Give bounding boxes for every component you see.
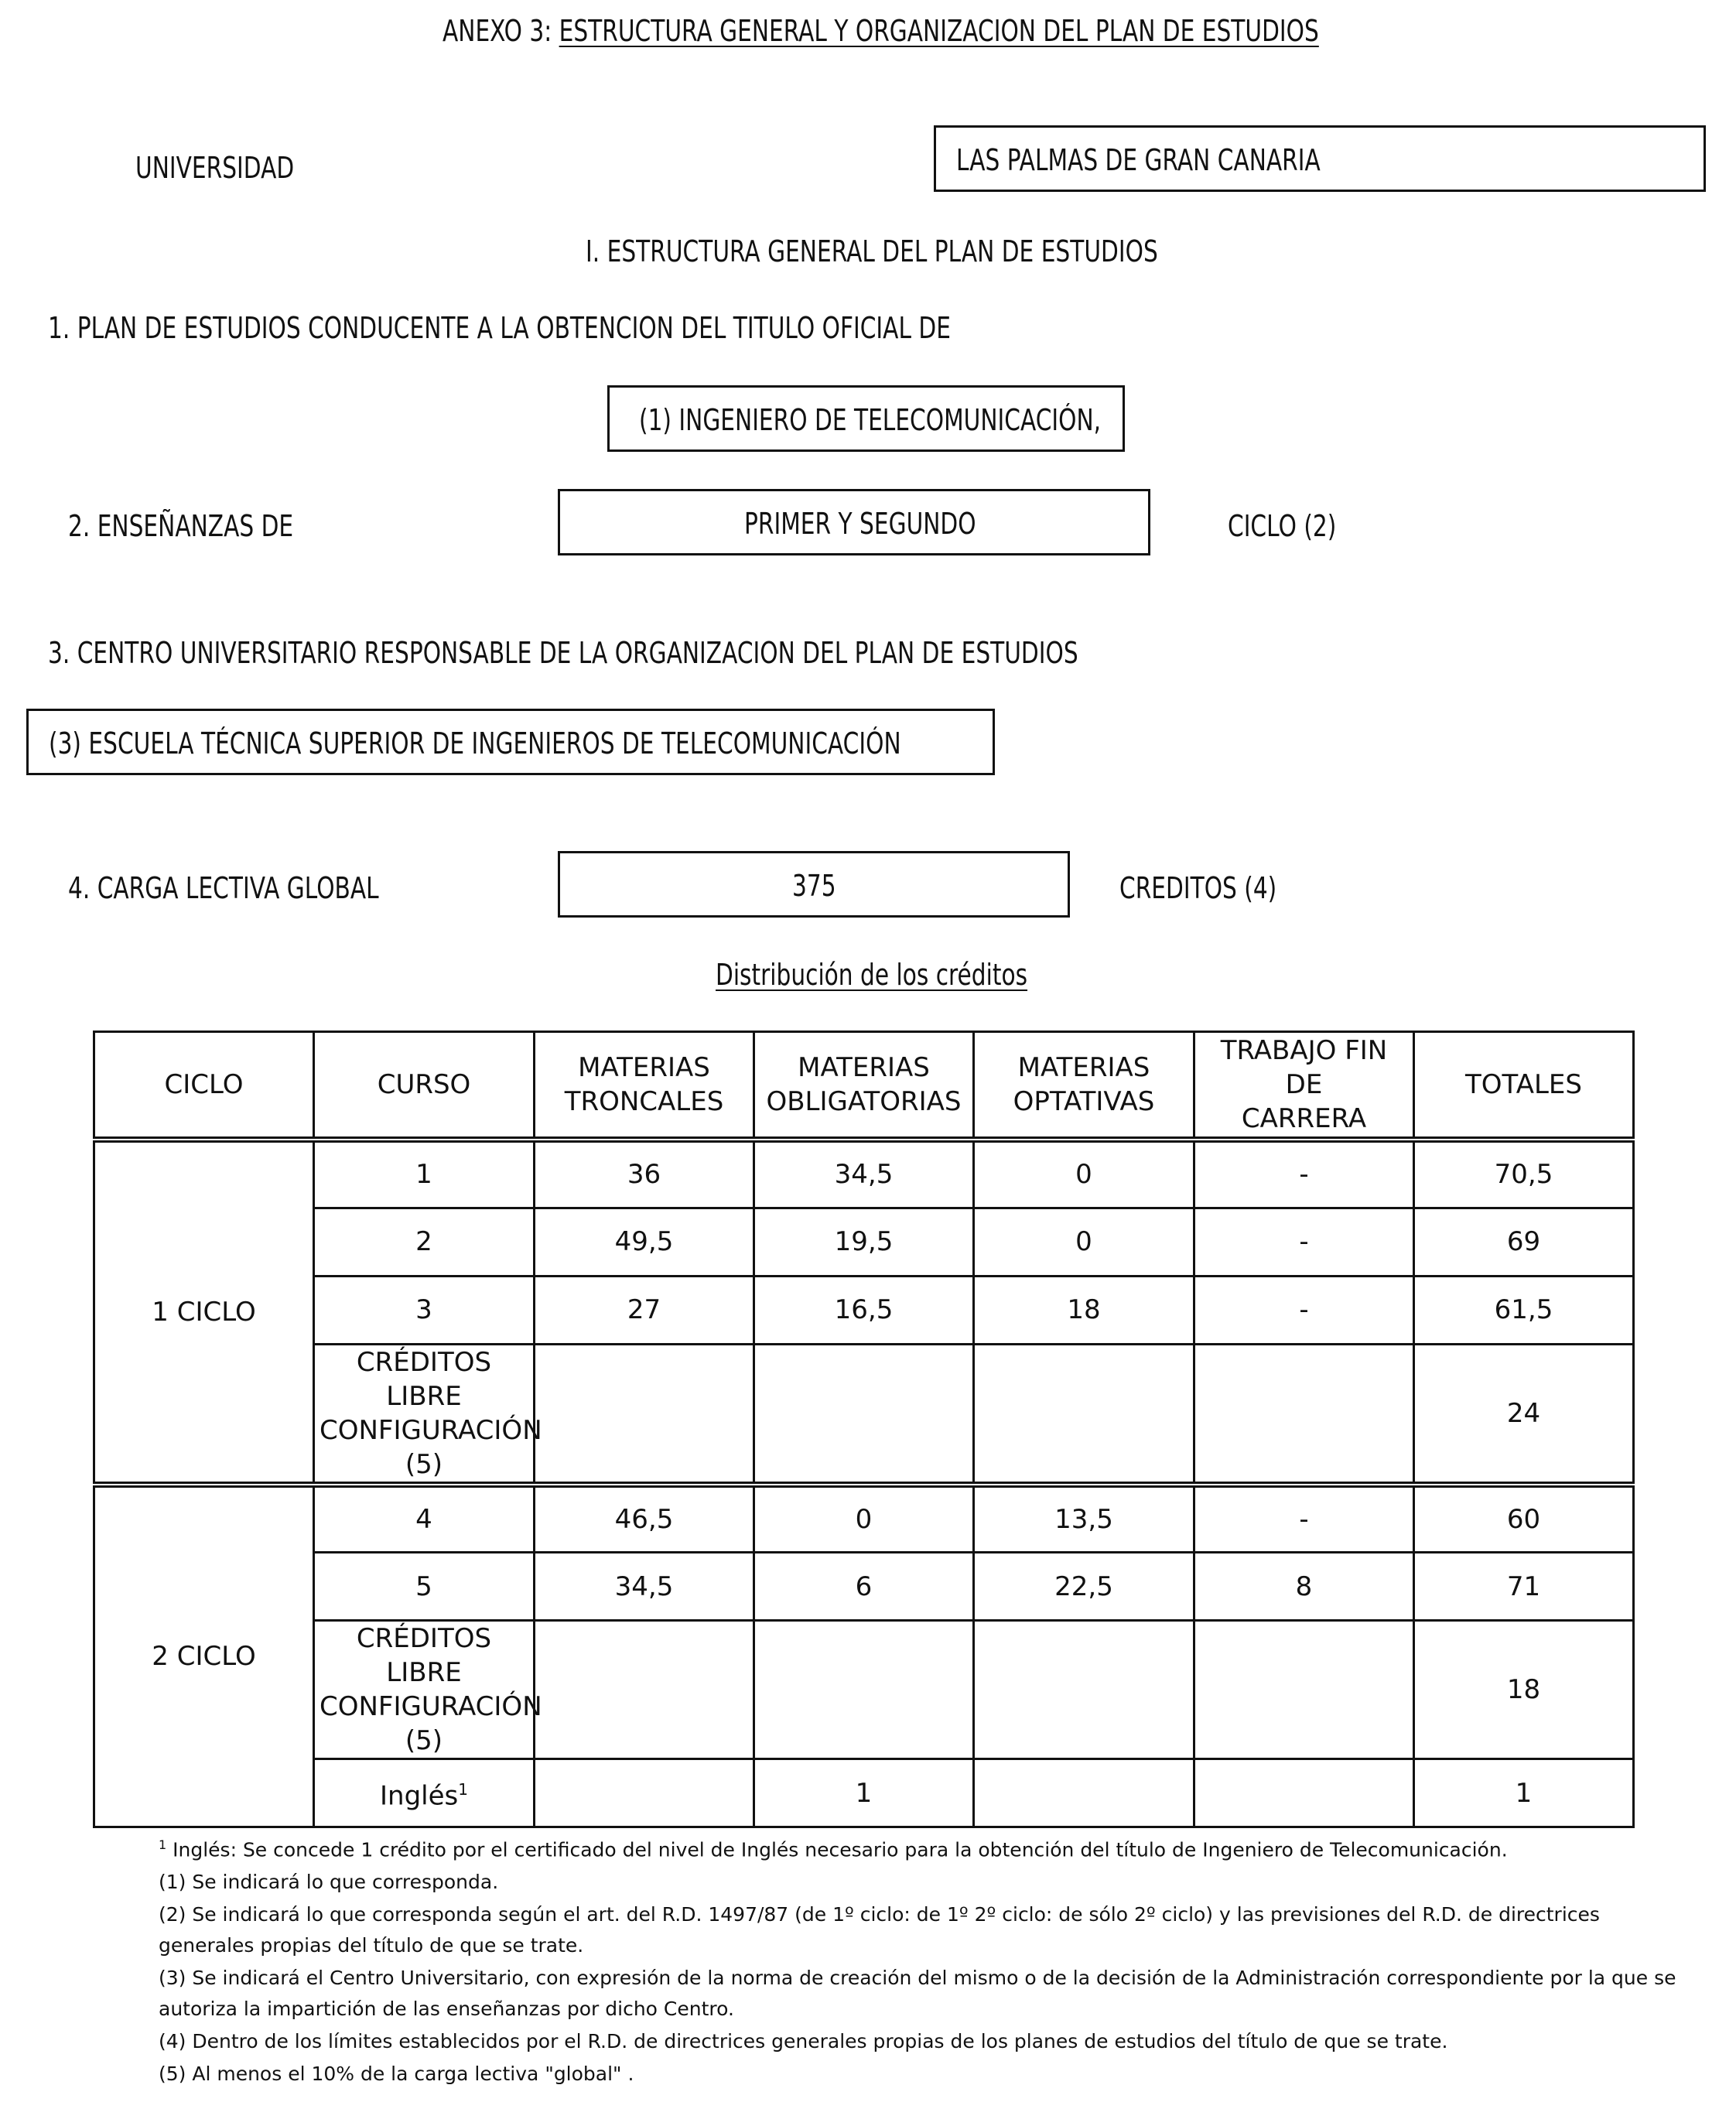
- table-cell: [754, 1621, 974, 1759]
- header-trabajo: TRABAJO FIN DE CARRERA: [1194, 1032, 1414, 1140]
- table-cell: [535, 1344, 754, 1485]
- footnotes: [159, 1830, 1683, 2091]
- table-cell: 5: [314, 1553, 535, 1621]
- university-box: [934, 125, 1706, 192]
- table-cell: 70,5: [1414, 1140, 1634, 1208]
- table-cell: [1194, 1759, 1414, 1827]
- note-5: (5) Al menos el 10% de la carga lectiva "global" .: [159, 2063, 634, 2086]
- table-row: [94, 1344, 1634, 1485]
- table-header-row: [94, 1032, 1634, 1140]
- header-ciclo: CICLO: [94, 1032, 314, 1140]
- table-cell: 49,5: [535, 1208, 754, 1276]
- table-cell: 27: [535, 1276, 754, 1344]
- title-prefix: ANEXO 3:: [443, 14, 559, 48]
- table-cell: 24: [1414, 1344, 1634, 1485]
- table-cell: 1: [314, 1140, 535, 1208]
- header-curso: CURSO: [314, 1032, 535, 1140]
- ciclos-value: PRIMER Y SEGUNDO: [744, 507, 976, 541]
- table-cell: 0: [974, 1208, 1194, 1276]
- item1-label: 1. PLAN DE ESTUDIOS CONDUCENTE A LA OBTENCION DEL TITULO OFICIAL DE: [48, 311, 951, 345]
- table-row: [94, 1759, 1634, 1827]
- header-obligatorias: MATERIAS OBLIGATORIAS: [754, 1032, 974, 1140]
- ingles-cell: Inglés$^1$: [314, 1759, 535, 1827]
- table-row: [94, 1140, 1634, 1208]
- table-cell: -: [1194, 1485, 1414, 1553]
- table-cell: 1: [754, 1759, 974, 1827]
- table-cell: 19,5: [754, 1208, 974, 1276]
- header-optativas: MATERIAS OPTATIVAS: [974, 1032, 1194, 1140]
- table-row: [94, 1553, 1634, 1621]
- table-cell: [1194, 1344, 1414, 1485]
- table-cell: 3: [314, 1276, 535, 1344]
- centro-box: [26, 709, 995, 775]
- table-cell: 71: [1414, 1553, 1634, 1621]
- credits-table: [93, 1030, 1635, 1828]
- table-cell: [754, 1344, 974, 1485]
- table-cell: 61,5: [1414, 1276, 1634, 1344]
- table-cell: 34,5: [754, 1140, 974, 1208]
- distribution-title: Distribución de los créditos: [716, 958, 1028, 992]
- university-label: UNIVERSIDAD: [135, 151, 295, 185]
- table-cell: 4: [314, 1485, 535, 1553]
- table-cell: 8: [1194, 1553, 1414, 1621]
- table-cell: 22,5: [974, 1553, 1194, 1621]
- table-row: [94, 1485, 1634, 1553]
- table-cell: 1: [1414, 1759, 1634, 1827]
- table-cell: 46,5: [535, 1485, 754, 1553]
- creditos-box: [558, 851, 1070, 918]
- table-cell: [974, 1621, 1194, 1759]
- table-cell: -: [1194, 1140, 1414, 1208]
- university-value: LAS PALMAS DE GRAN CANARIA: [956, 143, 1321, 177]
- table-cell: 0: [974, 1140, 1194, 1208]
- section-heading: I. ESTRUCTURA GENERAL DEL PLAN DE ESTUDIOS: [586, 234, 1158, 268]
- note-2: (2) Se indicará lo que corresponda según el art. del R.D. 1497/87 (de 1º ciclo: de 1º 2º ciclo: de sólo 2º ciclo) y las previsiones del R.D. de directrices generales propias del título de que se trate.: [159, 1903, 1600, 1957]
- table-cell: 36: [535, 1140, 754, 1208]
- header-troncales: MATERIAS TRONCALES: [535, 1032, 754, 1140]
- note-4: (4) Dentro de los límites establecidos por el R.D. de directrices generales propias de los planes de estudios del título de que se trate.: [159, 2030, 1448, 2053]
- note-1: (1) Se indicará lo que corresponda.: [159, 1871, 499, 1894]
- table-cell: 18: [974, 1276, 1194, 1344]
- item4-label: 4. CARGA LECTIVA GLOBAL: [68, 871, 379, 905]
- table-cell: [974, 1759, 1194, 1827]
- table-cell: -: [1194, 1208, 1414, 1276]
- table-cell: 16,5: [754, 1276, 974, 1344]
- header-totales: TOTALES: [1414, 1032, 1634, 1140]
- item2-suffix: CICLO (2): [1228, 509, 1337, 543]
- table-cell: 34,5: [535, 1553, 754, 1621]
- table-cell: 13,5: [974, 1485, 1194, 1553]
- item2-label: 2. ENSEÑANZAS DE: [68, 509, 294, 543]
- libre-cell-2: CRÉDITOS LIBRE CONFIGURACIÓN (5): [314, 1621, 535, 1759]
- table-row: [94, 1621, 1634, 1759]
- table-cell: [535, 1621, 754, 1759]
- table-row: [94, 1276, 1634, 1344]
- table-cell: 18: [1414, 1621, 1634, 1759]
- centro-value: (3) ESCUELA TÉCNICA SUPERIOR DE INGENIEROS DE TELECOMUNICACIÓN: [49, 726, 901, 760]
- item4-suffix: CREDITOS (4): [1119, 871, 1277, 905]
- note-3: (3) Se indicará el Centro Universitario, con expresión de la norma de creación del mismo o de la decisión de la Administración correspondiente por la que se autoriza la impartición de las enseñanzas por dicho Centro.: [159, 1967, 1676, 2021]
- table-cell: 2: [314, 1208, 535, 1276]
- creditos-value: 375: [792, 869, 836, 903]
- item3-label: 3. CENTRO UNIVERSITARIO RESPONSABLE DE LA ORGANIZACION DEL PLAN DE ESTUDIOS: [48, 636, 1078, 670]
- table-cell: 69: [1414, 1208, 1634, 1276]
- table-cell: [974, 1344, 1194, 1485]
- ciclo1-cell: 1 CICLO: [94, 1140, 314, 1485]
- footnote-ingles: $^1$ Inglés: Se concede 1 crédito por el certificado del nivel de Inglés necesario para la obtención del título de Ingeniero de Telecomunicación.: [159, 1837, 1508, 1861]
- table-cell: [535, 1759, 754, 1827]
- title-main: ESTRUCTURA GENERAL Y ORGANIZACION DEL PLAN DE ESTUDIOS: [559, 14, 1319, 48]
- document-title: [443, 14, 1319, 48]
- title-value: (1) INGENIERO DE TELECOMUNICACIÓN,: [639, 403, 1102, 437]
- table-cell: 0: [754, 1485, 974, 1553]
- table-cell: [1194, 1621, 1414, 1759]
- ciclo2-cell: 2 CICLO: [94, 1485, 314, 1827]
- ciclos-box: [558, 489, 1150, 555]
- table-row: [94, 1208, 1634, 1276]
- table-cell: 60: [1414, 1485, 1634, 1553]
- title-box: [607, 385, 1125, 452]
- table-cell: 6: [754, 1553, 974, 1621]
- table-cell: -: [1194, 1276, 1414, 1344]
- libre-cell-1: CRÉDITOS LIBRE CONFIGURACIÓN (5): [314, 1344, 535, 1485]
